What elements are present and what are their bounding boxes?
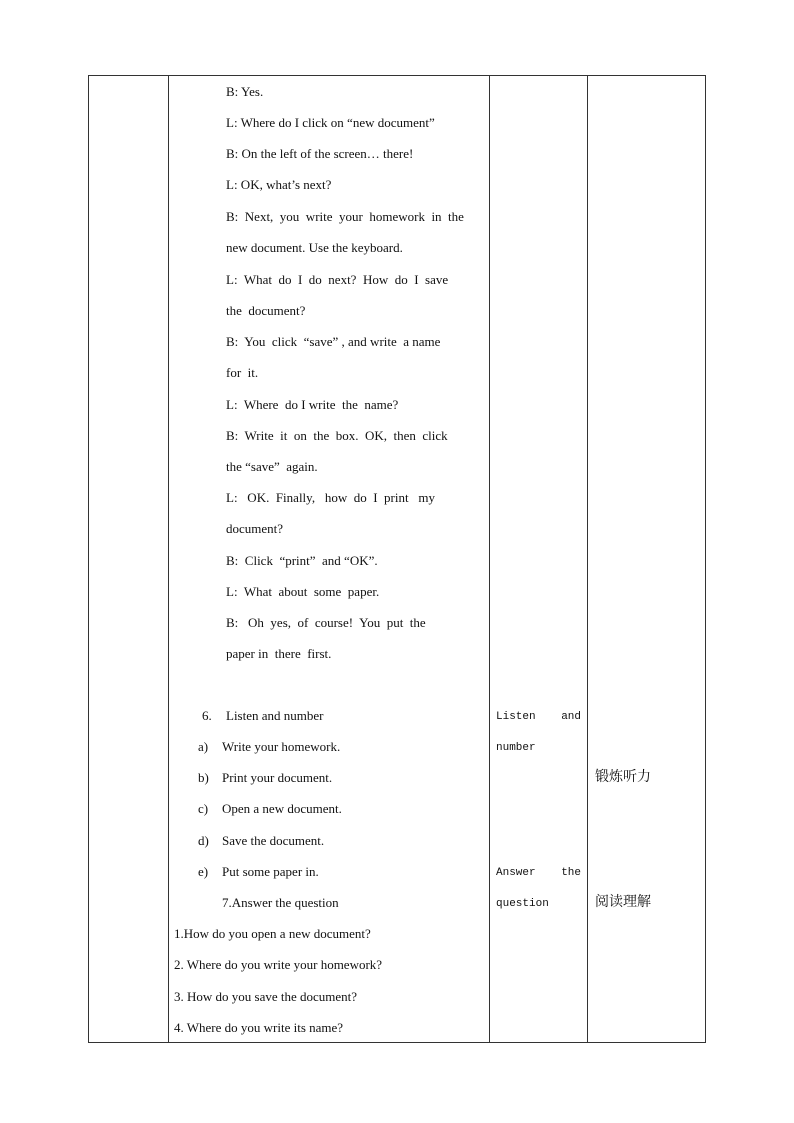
activity-word: question — [496, 898, 549, 910]
column-divider-2 — [489, 76, 490, 1042]
question-item: 4. Where do you write its name? — [174, 1020, 344, 1035]
purpose-listening: 锻炼听力 — [595, 769, 651, 785]
activity-word: Listen — [496, 711, 536, 723]
dialogue-line: paper in there first. — [226, 646, 332, 661]
question-item: 1.How do you open a new document? — [174, 926, 371, 941]
dialogue-line: L: Where do I write the name? — [226, 397, 399, 412]
section-number: 6. — [202, 708, 212, 723]
list-marker: d) — [198, 833, 209, 848]
purpose-reading: 阅读理解 — [595, 894, 651, 910]
list-item: Put some paper in. — [222, 864, 319, 879]
dialogue-line: L: What about some paper. — [226, 584, 380, 599]
dialogue-line: L: What do I do next? How do I save — [226, 272, 449, 287]
dialogue-line: B: Yes. — [226, 84, 264, 99]
dialogue-line: L: OK. Finally, how do I print my — [226, 490, 435, 505]
column-divider-3 — [587, 76, 588, 1042]
question-item: 2. Where do you write your homework? — [174, 957, 383, 972]
list-marker: a) — [198, 739, 209, 754]
list-item: Save the document. — [222, 833, 325, 848]
dialogue-line: B: Click “print” and “OK”. — [226, 553, 378, 568]
dialogue-line: the “save” again. — [226, 459, 318, 474]
dialogue-line: B: You click “save” , and write a name — [226, 334, 441, 349]
dialogue-line: L: Where do I click on “new document” — [226, 115, 435, 130]
question-item: 3. How do you save the document? — [174, 989, 358, 1004]
activity-word: number — [496, 742, 536, 754]
dialogue-line: document? — [226, 521, 284, 536]
list-item: Write your homework. — [222, 739, 341, 754]
dialogue-line: B: Oh yes, of course! You put the — [226, 615, 426, 630]
dialogue-line: B: Next, you write your homework in the — [226, 209, 464, 224]
dialogue-line: L: OK, what’s next? — [226, 177, 332, 192]
column-divider-1 — [168, 76, 169, 1042]
section-heading: Listen and number — [226, 708, 324, 723]
dialogue-line: the document? — [226, 303, 306, 318]
section-heading: 7.Answer the question — [222, 895, 339, 910]
activity-answer-line — [496, 865, 581, 881]
list-marker: e) — [198, 864, 209, 879]
activity-word: the — [561, 867, 581, 879]
list-marker: c) — [198, 801, 209, 816]
activity-word: Answer — [496, 867, 536, 879]
list-marker: b) — [198, 770, 209, 785]
dialogue-line: new document. Use the keyboard. — [226, 240, 403, 255]
activity-listen-line — [496, 709, 581, 725]
dialogue-line: B: On the left of the screen… there! — [226, 146, 414, 161]
dialogue-line: B: Write it on the box. OK, then click — [226, 428, 448, 443]
list-item: Open a new document. — [222, 801, 342, 816]
dialogue-line: for it. — [226, 365, 259, 380]
activity-word: and — [561, 711, 581, 723]
list-item: Print your document. — [222, 770, 333, 785]
